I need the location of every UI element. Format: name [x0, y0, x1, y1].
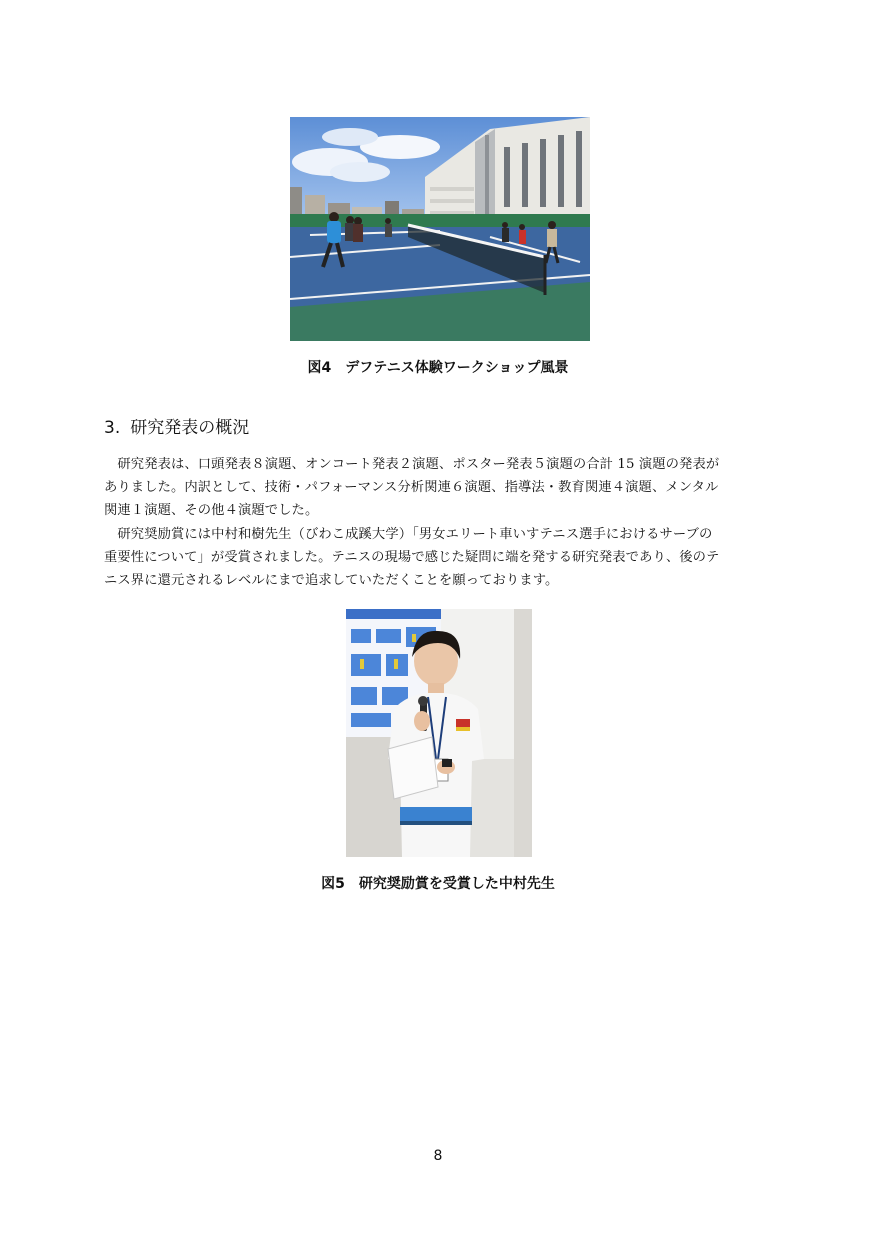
- paragraph-research-overview: [104, 453, 774, 522]
- figure-5-photo: [346, 609, 532, 857]
- paragraph-award: [104, 523, 774, 592]
- paragraph-line: 研究奨励賞には中村和樹先生（びわこ成蹊大学）「男女エリート車いすテニス選手におけるサーブの: [104, 527, 713, 542]
- page-number: 8: [433, 1148, 443, 1164]
- paragraph-line: 重要性について」が受賞されました。テニスの現場で感じた疑問に端を発する研究発表であり、後のテ: [104, 550, 720, 565]
- paragraph-line: 関連１演題、その他４演題でした。: [104, 503, 319, 518]
- paragraph-line: ありました。内訳として、技術・パフォーマンス分析関連６演題、指導法・教育関連４演題、メンタル: [104, 480, 719, 495]
- speaker-photo: [346, 609, 532, 857]
- paragraph-line: ニス界に還元されるレベルにまで追求していただくことを願っております。: [104, 573, 559, 588]
- figure-4-photo: [290, 117, 590, 341]
- section-heading: [104, 413, 249, 438]
- section-title: 研究発表の概況: [130, 418, 250, 438]
- tennis-court-photo: [290, 117, 590, 341]
- paragraph-line: 研究発表は、口頭発表８演題、オンコート発表２演題、ポスター発表５演題の合計 15 演題の発表が: [104, 457, 720, 472]
- figure-4-caption: 図4 デフテニス体験ワークショップ風景: [307, 360, 569, 376]
- section-number: 3.: [104, 418, 121, 438]
- figure-5-caption: 図5 研究奨励賞を受賞した中村先生: [321, 876, 555, 892]
